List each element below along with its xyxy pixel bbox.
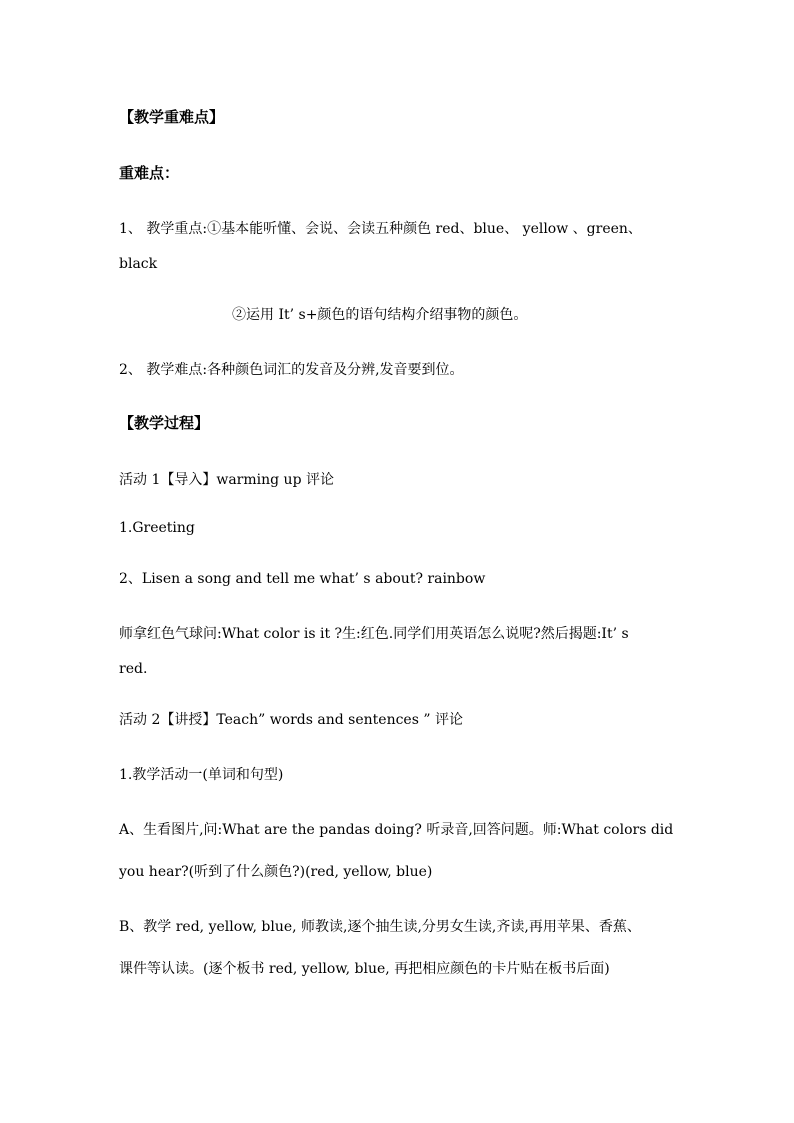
subheading-key-points: 重难点： xyxy=(119,164,180,182)
point1-line3: ②运用 It’ s+颜色的语句结构介绍事物的颜色。 xyxy=(232,307,528,323)
point1-line2: black xyxy=(119,256,158,272)
point2: 2、 教学难点:各种颜色词汇的发音及分辨,发音要到位。 xyxy=(119,362,464,378)
activity1-step3-line2: red. xyxy=(119,661,148,677)
heading-key-points: 【教学重难点】 xyxy=(119,108,225,126)
activity2-a-line2: you hear?(听到了什么颜色?)(red, yellow, blue) xyxy=(119,864,433,880)
activity1-step1: 1.Greeting xyxy=(119,520,195,536)
activity2-a-line1: A、生看图片,问:What are the pandas doing? 听录音,回答问题。师:What colors did xyxy=(119,822,674,838)
activity2-sub: 1.教学活动一(单词和句型) xyxy=(119,767,284,783)
activity2-b-line2: 课件等认读。(逐个板书 red, yellow, blue, 再把相应颜色的卡片贴在板书后面) xyxy=(119,961,610,977)
activity1-step2: 2、Lisen a song and tell me what’ s about? rainbow xyxy=(119,571,486,587)
activity2-b-line1: B、教学 red, yellow, blue, 师教读,逐个抽生读,分男女生读,齐读,再用苹果、香蕉、 xyxy=(119,919,641,935)
heading-process: 【教学过程】 xyxy=(119,414,210,432)
activity1-step3-line1: 师拿红色气球问:What color is it ?生:红色.同学们用英语怎么说呢?然后揭题:It’ s xyxy=(119,626,629,642)
point1-line1: 1、 教学重点:①基本能听懂、会说、会读五种颜色 red、blue、 yellow 、green、 xyxy=(119,221,642,237)
activity2-title: 活动 2【讲授】Teach” words and sentences ” 评论 xyxy=(119,712,463,728)
activity1-title: 活动 1【导入】warming up 评论 xyxy=(119,472,334,488)
